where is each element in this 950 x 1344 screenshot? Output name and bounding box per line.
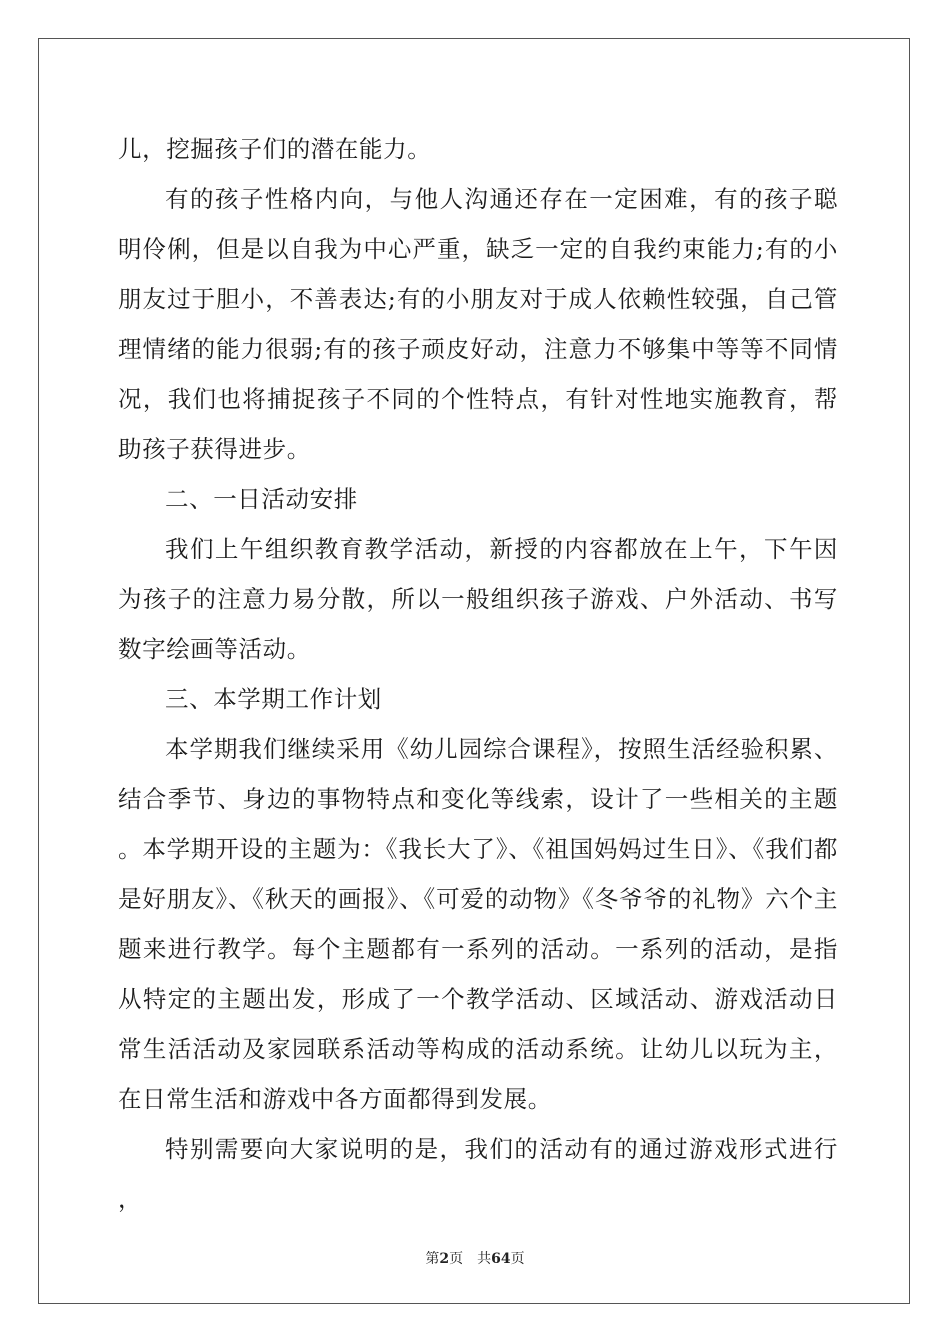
paragraph-4: 本学期我们继续采用《幼儿园综合课程》，按照生活经验积累、结合季节、身边的事物特点和变化等线索，设计了一些相关的主题。本学期开设的主题为：《我长大了》、《祖国妈妈过生日》、《我们都是好朋友》、《秋天的画报》、《可爱的动物》《冬爷爷的礼物》六个主题来进行教学。每个主题都有一系列的活动。一系列的活动，是指从特定的主题出发，形成了一个教学活动、区域活动、游戏活动日常生活活动及家园联系活动等构成的活动系统。让幼儿以玩为主，在日常生活和游戏中各方面都得到发展。 [118, 735, 838, 1113]
page-prefix: 第 [425, 1251, 440, 1267]
paragraph-2: 有的孩子性格内向，与他人沟通还存在一定困难，有的孩子聪明伶俐，但是以自我为中心严重，缺乏一定的自我约束能力;有的小朋友过于胆小，不善表达;有的小朋友对于成人依赖性较强，自己管理情绪的能力很弱;有的孩子顽皮好动，注意力不够集中等等不同情况，我们也将捕捉孩子不同的个性特点，有针对性地实施教育，帮助孩子获得进步。 [118, 185, 838, 463]
section-heading-2: 二、一日活动安排 [165, 485, 358, 513]
total-suffix: 页 [510, 1251, 525, 1267]
section-heading-3: 三、本学期工作计划 [165, 685, 382, 713]
page-footer [0, 1248, 950, 1268]
document-body [118, 124, 838, 1224]
paragraph-1: 儿，挖掘孩子们的潜在能力。 [118, 135, 432, 163]
total-pages: 64 [491, 1251, 511, 1267]
page-number: 2 [439, 1251, 450, 1267]
paragraph-5: 特别需要向大家说明的是，我们的活动有的通过游戏形式进行， [118, 1135, 838, 1213]
page-suffix: 页 [449, 1251, 464, 1267]
total-prefix: 共 [477, 1251, 492, 1267]
paragraph-3: 我们上午组织教育教学活动，新授的内容都放在上午，下午因为孩子的注意力易分散，所以一般组织孩子游戏、户外活动、书写数字绘画等活动。 [118, 535, 838, 663]
